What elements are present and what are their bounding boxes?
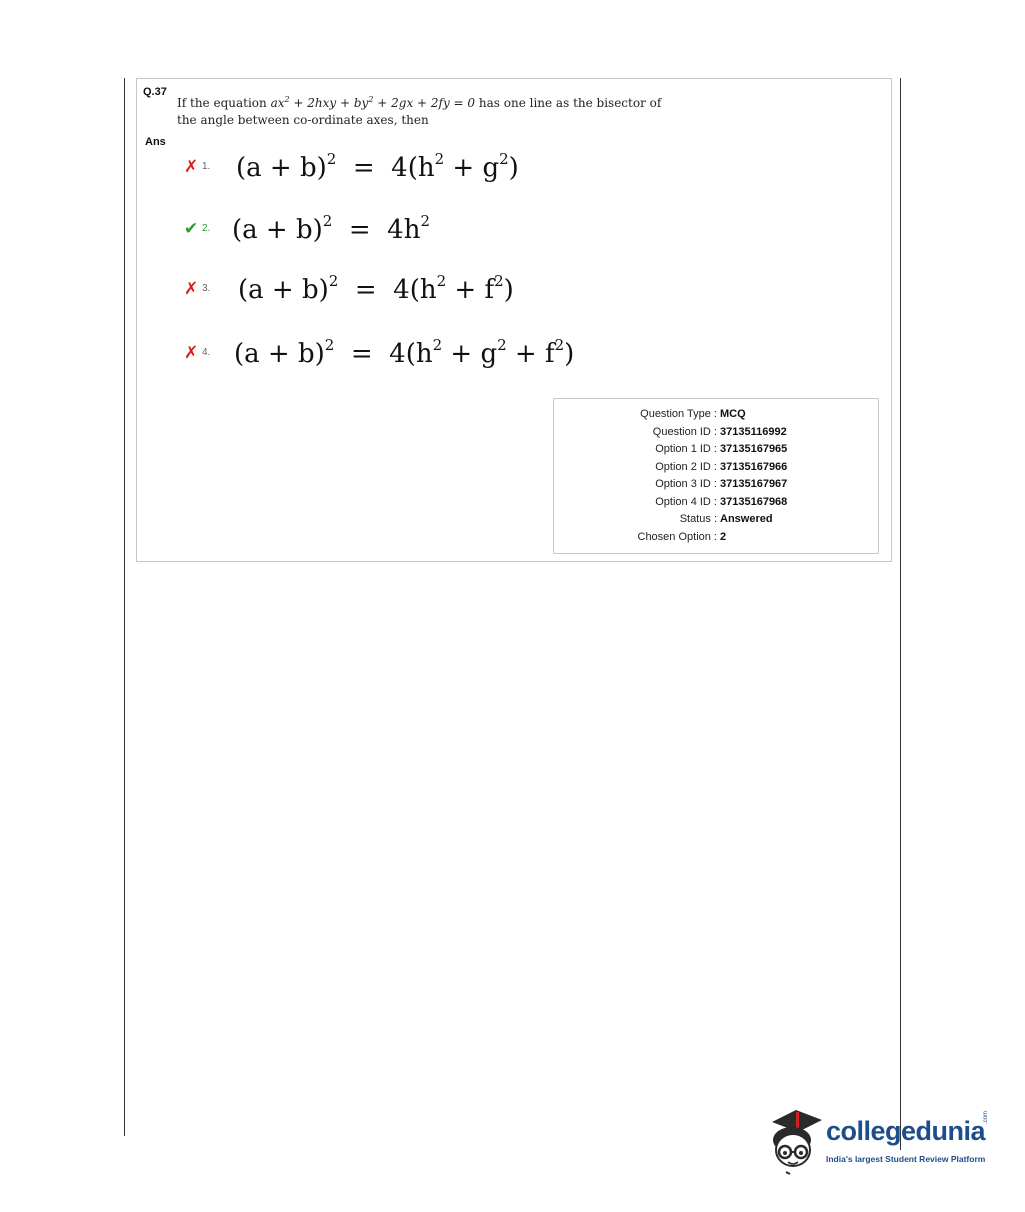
question-line-2: the angle between co-ordinate axes, then xyxy=(177,113,429,127)
check-icon: ✔ xyxy=(184,218,199,239)
question-text xyxy=(177,91,661,129)
option-number: 4. xyxy=(202,347,211,358)
info-row-option4-id: Option 4 ID : 37135167968 xyxy=(655,496,788,508)
option-number: 1. xyxy=(202,161,211,172)
question-info-panel xyxy=(553,398,879,554)
cross-icon: ✗ xyxy=(184,342,199,363)
question-line-1: If the equation $ax^2 + 2hxy + by^2 + 2gx + 2fy = 0$ has one line as the bisector of xyxy=(177,95,662,110)
option-formula: $(a + b)^2 = 4(h^2 + g^2)$ xyxy=(236,150,519,183)
collegedunia-logo xyxy=(766,1104,996,1176)
logo-tagline: India's largest Student Review Platform xyxy=(826,1154,986,1164)
info-row-chosen-option: Chosen Option : 2 xyxy=(637,531,727,543)
option-number: 2. xyxy=(202,223,211,234)
option-formula: $(a + b)^2 = 4(h^2 + f^2)$ xyxy=(238,272,514,305)
mascot-icon xyxy=(766,1104,824,1176)
info-row-question-id: Question ID : 37135116992 xyxy=(652,426,787,438)
option-2 xyxy=(184,212,430,245)
info-row-option3-id: Option 3 ID : 37135167967 xyxy=(655,478,788,490)
logo-com-suffix: .com xyxy=(983,1110,989,1124)
info-row-option2-id: Option 2 ID : 37135167966 xyxy=(655,461,788,473)
right-page-rule xyxy=(900,78,901,1150)
question-number: Q.37 xyxy=(143,86,167,98)
option-formula: $(a + b)^2 = 4h^2$ xyxy=(232,212,430,245)
option-1 xyxy=(184,150,519,183)
option-4 xyxy=(184,336,574,369)
cross-icon: ✗ xyxy=(184,156,199,177)
answer-label: Ans xyxy=(145,136,166,148)
info-row-status: Status : Answered xyxy=(679,513,773,525)
info-row-option1-id: Option 1 ID : 37135167965 xyxy=(655,443,788,455)
option-formula: $(a + b)^2 = 4(h^2 + g^2 + f^2)$ xyxy=(234,336,575,369)
info-row-question-type: Question Type : MCQ xyxy=(640,408,746,420)
option-3 xyxy=(184,272,514,305)
question-equation: $ax^2 + 2hxy + by^2 + 2gx + 2fy = 0$ xyxy=(270,95,476,110)
left-page-rule xyxy=(124,78,125,1136)
cross-icon: ✗ xyxy=(184,278,199,299)
option-number: 3. xyxy=(202,283,211,294)
logo-wordmark: collegedunia xyxy=(826,1116,986,1146)
